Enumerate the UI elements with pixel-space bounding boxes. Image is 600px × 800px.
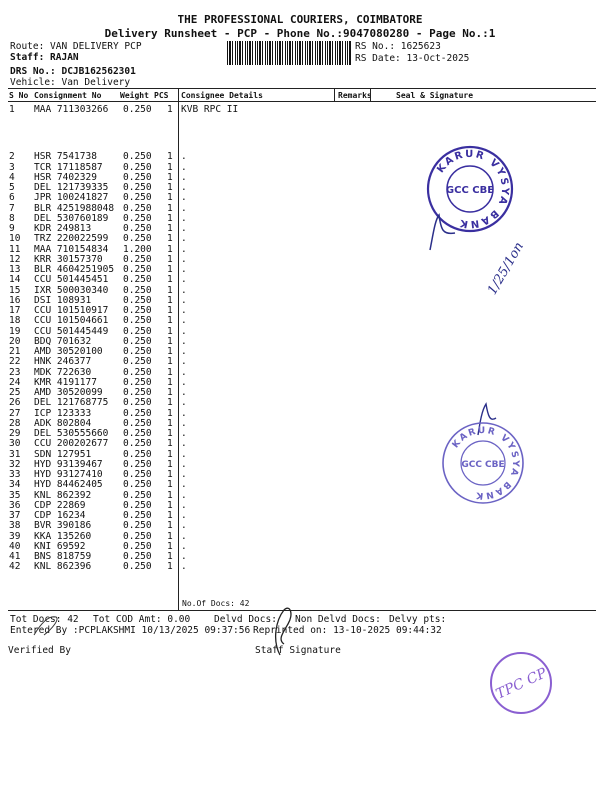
row-sno: 21	[9, 346, 21, 357]
row-pcs: 1	[167, 253, 173, 265]
row-weight: 0.250	[123, 151, 152, 163]
row-consignment-no: DEL 121768775	[34, 397, 109, 409]
row-weight: 0.250	[123, 305, 152, 316]
row-consignee: .	[181, 182, 187, 193]
stamp-ring-text: KARUR VYSYA BANK	[450, 425, 521, 501]
row-pcs: 1	[167, 294, 173, 306]
row-sno: 4	[9, 171, 15, 183]
row-pcs: 1	[167, 243, 173, 255]
row-sno: 3	[9, 161, 15, 173]
row-pcs: 1	[167, 417, 173, 429]
row-consignment-no: BVR 390186	[34, 520, 92, 532]
bank-seal-stamp	[440, 420, 526, 506]
row-sno: 5	[9, 182, 15, 193]
table-row	[0, 387, 600, 397]
row-consignee: .	[181, 284, 187, 296]
row-sno: 16	[9, 294, 21, 306]
row-consignee: .	[181, 212, 187, 224]
row-sno: 38	[9, 520, 21, 532]
row-weight: 0.250	[123, 212, 152, 224]
row-pcs: 1	[167, 397, 173, 409]
row-consignee: .	[181, 171, 187, 183]
row-pcs: 1	[167, 438, 173, 450]
total-cod-amount: Tot COD Amt: 0.00	[93, 614, 191, 625]
row-consignment-no: BLR 4251988048	[34, 202, 115, 214]
row-pcs: 1	[167, 489, 173, 501]
row-pcs: 1	[167, 305, 173, 316]
reprinted-on: Reprinted on: 13-10-2025 09:44:32	[253, 625, 442, 636]
row-sno: 31	[9, 448, 21, 460]
staff-label: Staff: RAJAN	[10, 52, 79, 63]
row-consignment-no: AMD 30520100	[34, 346, 103, 357]
row-weight: 0.250	[123, 397, 152, 409]
row-pcs: 1	[167, 510, 173, 521]
row-sno: 1	[9, 104, 15, 115]
row-sno: 24	[9, 376, 21, 388]
row-sno: 12	[9, 253, 21, 265]
row-weight: 0.250	[123, 284, 152, 296]
table-row	[0, 315, 600, 325]
row-consignment-no: KNI 69592	[34, 540, 86, 552]
delivery-points: Delvy pts:	[389, 614, 447, 625]
col-weight: Weight	[120, 91, 149, 100]
row-consignee: .	[181, 417, 187, 429]
row-consignment-no: HYD 93139467	[34, 458, 103, 470]
row-consignee: .	[181, 376, 187, 388]
row-weight: 0.250	[123, 294, 152, 306]
row-consignee: .	[181, 530, 187, 542]
row-weight: 0.250	[123, 510, 152, 521]
row-sno: 10	[9, 233, 21, 245]
row-sno: 41	[9, 551, 21, 562]
row-sno: 36	[9, 499, 21, 511]
row-consignment-no: MAA 710154834	[34, 243, 109, 255]
row-consignee: .	[181, 161, 187, 173]
row-pcs: 1	[167, 366, 173, 378]
row-consignment-no: ICP 123333	[34, 407, 92, 419]
row-pcs: 1	[167, 192, 173, 204]
row-sno: 15	[9, 284, 21, 296]
row-consignment-no: AMD 30520099	[34, 387, 103, 398]
row-consignment-no: ADK 802804	[34, 417, 92, 429]
rs-number: RS No.: 1625623	[355, 41, 441, 52]
row-consignee: .	[181, 469, 187, 480]
row-consignee: .	[181, 458, 187, 470]
row-pcs: 1	[167, 448, 173, 460]
row-consignment-no: BDQ 701632	[34, 335, 92, 347]
row-pcs: 1	[167, 530, 173, 542]
stamp-center-text: GCC CBE	[461, 460, 505, 470]
row-consignment-no: DSI 108931	[34, 294, 92, 306]
row-pcs: 1	[167, 223, 173, 234]
row-pcs: 1	[167, 274, 173, 286]
table-row	[0, 397, 600, 407]
row-sno: 22	[9, 356, 21, 368]
row-pcs: 1	[167, 151, 173, 163]
row-weight: 0.250	[123, 366, 152, 378]
row-consignment-no: CCU 501445451	[34, 274, 109, 286]
row-weight: 0.250	[123, 171, 152, 183]
row-consignee: .	[181, 294, 187, 306]
row-pcs: 1	[167, 479, 173, 491]
table-row	[0, 285, 600, 295]
table-row	[0, 551, 600, 561]
row-consignment-no: IXR 500030340	[34, 284, 109, 296]
stamp-ring-text: KARUR VYSYA BANK	[435, 148, 511, 230]
courier-stamp	[488, 650, 554, 716]
row-pcs: 1	[167, 561, 173, 573]
row-sno: 9	[9, 223, 15, 234]
table-row	[0, 295, 600, 305]
row-sno: 29	[9, 428, 21, 439]
row-pcs: 1	[167, 284, 173, 296]
row-weight: 0.250	[123, 223, 152, 234]
table-row	[0, 520, 600, 530]
entered-by: Entered By :PCPLAKSHMI 10/13/2025 09:37:56	[10, 625, 251, 636]
total-docs: Tot Docs: 42	[10, 614, 79, 625]
col-sno: S No	[9, 91, 29, 100]
col-seal-signature: Seal & Signature	[396, 91, 474, 100]
row-consignment-no: CCU 101510917	[34, 305, 109, 316]
row-consignee: .	[181, 397, 187, 409]
row-sno: 37	[9, 510, 21, 521]
barcode	[227, 41, 352, 65]
row-pcs: 1	[167, 202, 173, 214]
row-consignment-no: KNL 862396	[34, 561, 92, 573]
row-weight: 0.250	[123, 469, 152, 480]
row-consignee: .	[181, 335, 187, 347]
header-rule-bottom	[8, 101, 596, 102]
row-consignee: .	[181, 561, 187, 573]
runsheet-title: Delivery Runsheet - PCP - Phone No.:9047080280 - Page No.:1	[104, 27, 496, 40]
header-rule-top	[8, 88, 596, 89]
table-row	[0, 510, 600, 520]
row-consignee: .	[181, 192, 187, 204]
row-sno: 13	[9, 264, 21, 275]
row-sno: 30	[9, 438, 21, 450]
table-row	[0, 531, 600, 541]
route-label: Route: VAN DELIVERY PCP	[10, 41, 142, 52]
row-consignment-no: BNS 818759	[34, 551, 92, 562]
row-weight: 0.250	[123, 387, 152, 398]
table-row	[0, 356, 600, 366]
row-sno: 28	[9, 417, 21, 429]
row-weight: 0.250	[123, 540, 152, 552]
row-weight: 0.250	[123, 561, 152, 573]
row-consignee: .	[181, 428, 187, 439]
row-consignment-no: KMR 4191177	[34, 376, 97, 388]
row-weight: 0.250	[123, 264, 152, 275]
row-sno: 6	[9, 192, 15, 204]
row-pcs: 1	[167, 171, 173, 183]
row-pcs: 1	[167, 335, 173, 347]
row-consignee: .	[181, 325, 187, 337]
row-sno: 14	[9, 274, 21, 286]
table-row	[0, 104, 600, 114]
table-row	[0, 377, 600, 387]
company-name: THE PROFESSIONAL COURIERS, COIMBATORE	[177, 13, 423, 26]
row-consignment-no: KDR 249813	[34, 223, 92, 234]
row-consignee: .	[181, 540, 187, 552]
row-weight: 0.250	[123, 499, 152, 511]
row-consignment-no: CCU 101504661	[34, 315, 109, 327]
column-divider	[370, 88, 371, 101]
row-consignment-no: DEL 121739335	[34, 182, 109, 193]
row-weight: 0.250	[123, 417, 152, 429]
verifier-signature-mark	[30, 605, 70, 645]
table-row	[0, 346, 600, 356]
non-delivered-docs: Non Delvd Docs:	[295, 614, 381, 625]
row-sno: 27	[9, 407, 21, 419]
row-consignee: .	[181, 274, 187, 286]
staff-signature-mark	[268, 600, 298, 660]
row-weight: 0.250	[123, 182, 152, 193]
row-sno: 2	[9, 151, 15, 163]
row-sno: 8	[9, 212, 15, 224]
footer-rule	[8, 610, 596, 611]
table-row	[0, 561, 600, 571]
row-pcs: 1	[167, 499, 173, 511]
row-weight: 0.250	[123, 161, 152, 173]
row-weight: 0.250	[123, 458, 152, 470]
row-consignment-no: TCR 17118587	[34, 161, 103, 173]
row-pcs: 1	[167, 407, 173, 419]
row-sno: 26	[9, 397, 21, 409]
handwritten-date: 1/25/1on	[485, 239, 528, 298]
row-pcs: 1	[167, 376, 173, 388]
row-weight: 0.250	[123, 520, 152, 532]
rs-date: RS Date: 13-Oct-2025	[355, 53, 470, 64]
row-consignee: .	[181, 151, 187, 163]
row-pcs: 1	[167, 161, 173, 173]
row-weight: 0.250	[123, 530, 152, 542]
row-pcs: 1	[167, 346, 173, 357]
row-sno: 34	[9, 479, 21, 491]
drs-number: DRS No.: DCJB162562301	[10, 66, 136, 77]
table-row	[0, 367, 600, 377]
row-consignment-no: HSR 7402329	[34, 171, 97, 183]
vehicle-label: Vehicle: Van Delivery	[10, 77, 131, 88]
row-pcs: 1	[167, 325, 173, 337]
row-weight: 0.250	[123, 315, 152, 327]
row-weight: 0.250	[123, 479, 152, 491]
row-weight: 0.250	[123, 407, 152, 419]
row-consignee: .	[181, 223, 187, 234]
row-consignee: .	[181, 438, 187, 450]
row-consignment-no: HYD 93127410	[34, 469, 103, 480]
table-row	[0, 408, 600, 418]
row-consignment-no: MDK 722630	[34, 366, 92, 378]
row-weight: 0.250	[123, 438, 152, 450]
row-sno: 17	[9, 305, 21, 316]
row-sno: 18	[9, 315, 21, 327]
verified-by: Verified By	[8, 645, 71, 656]
row-pcs: 1	[167, 540, 173, 552]
row-consignee: .	[181, 510, 187, 521]
row-consignee: .	[181, 448, 187, 460]
table-row	[0, 336, 600, 346]
row-consignee: .	[181, 366, 187, 378]
row-pcs: 1	[167, 315, 173, 327]
row-weight: 0.250	[123, 192, 152, 204]
col-consignment: Consignment No	[34, 91, 102, 100]
row-pcs: 1	[167, 212, 173, 224]
row-sno: 11	[9, 243, 21, 255]
stamp-center-text: GCC CBE	[445, 185, 495, 196]
column-divider	[334, 88, 335, 101]
row-consignee: KVB RPC II	[181, 104, 239, 115]
row-sno: 7	[9, 202, 15, 214]
row-consignee: .	[181, 479, 187, 491]
row-pcs: 1	[167, 182, 173, 193]
row-sno: 33	[9, 469, 21, 480]
row-weight: 0.250	[123, 448, 152, 460]
row-consignment-no: HSR 7541738	[34, 151, 97, 163]
row-consignee: .	[181, 387, 187, 398]
stamp-text: TPC CP	[493, 665, 550, 703]
col-remarks: Remarks	[338, 91, 372, 100]
row-consignment-no: TRZ 220022599	[34, 233, 109, 245]
row-consignee: .	[181, 253, 187, 265]
row-pcs: 1	[167, 428, 173, 439]
row-consignment-no: JPR 100241827	[34, 192, 109, 204]
row-consignment-no: HYD 84462405	[34, 479, 103, 491]
table-row	[0, 305, 600, 315]
row-consignee: .	[181, 315, 187, 327]
row-weight: 0.250	[123, 325, 152, 337]
row-consignment-no: KKA 135260	[34, 530, 92, 542]
row-consignment-no: CDP 22869	[34, 499, 86, 511]
row-consignment-no: DEL 530555660	[34, 428, 109, 439]
row-weight: 1.200	[123, 243, 152, 255]
row-weight: 0.250	[123, 202, 152, 214]
row-weight: 0.250	[123, 274, 152, 286]
row-weight: 0.250	[123, 335, 152, 347]
row-consignee: .	[181, 202, 187, 214]
table-row	[0, 541, 600, 551]
row-consignment-no: DEL 530760189	[34, 212, 109, 224]
row-consignee: .	[181, 407, 187, 419]
row-pcs: 1	[167, 469, 173, 480]
row-consignee: .	[181, 243, 187, 255]
row-pcs: 1	[167, 458, 173, 470]
row-weight: 0.250	[123, 346, 152, 357]
row-weight: 0.250	[123, 489, 152, 501]
row-consignment-no: MAA 711303266	[34, 104, 109, 115]
row-sno: 32	[9, 458, 21, 470]
row-consignee: .	[181, 346, 187, 357]
col-pcs: PCS	[154, 91, 169, 100]
row-consignee: .	[181, 551, 187, 562]
staff-signature: Staff Signature	[255, 645, 341, 656]
no-of-docs: No.Of Docs: 42	[182, 599, 250, 608]
row-sno: 35	[9, 489, 21, 501]
row-weight: 0.250	[123, 376, 152, 388]
row-sno: 25	[9, 387, 21, 398]
row-pcs: 1	[167, 520, 173, 532]
row-consignment-no: CDP 16234	[34, 510, 86, 521]
row-weight: 0.250	[123, 551, 152, 562]
row-weight: 0.250	[123, 356, 152, 368]
row-consignment-no: CCU 200202677	[34, 438, 109, 450]
row-sno: 40	[9, 540, 21, 552]
row-sno: 20	[9, 335, 21, 347]
row-consignment-no: HNK 246377	[34, 356, 92, 368]
row-sno: 23	[9, 366, 21, 378]
row-weight: 0.250	[123, 104, 152, 115]
col-consignee: Consignee Details	[181, 91, 263, 100]
row-consignee: .	[181, 499, 187, 511]
row-sno: 42	[9, 561, 21, 573]
row-pcs: 1	[167, 356, 173, 368]
row-weight: 0.250	[123, 253, 152, 265]
table-row	[0, 326, 600, 336]
row-pcs: 1	[167, 264, 173, 275]
delivered-docs: Delvd Docs:	[214, 614, 277, 625]
row-consignee: .	[181, 264, 187, 275]
signature-mark	[425, 205, 485, 255]
row-consignment-no: BLR 4604251905	[34, 264, 115, 275]
row-consignee: .	[181, 233, 187, 245]
row-consignment-no: KNL 862392	[34, 489, 92, 501]
row-consignee: .	[181, 520, 187, 532]
row-consignee: .	[181, 356, 187, 368]
row-weight: 0.250	[123, 428, 152, 439]
row-consignment-no: CCU 501445449	[34, 325, 109, 337]
row-pcs: 1	[167, 387, 173, 398]
row-consignment-no: SDN 127951	[34, 448, 92, 460]
row-consignee: .	[181, 305, 187, 316]
row-pcs: 1	[167, 551, 173, 562]
row-consignment-no: KRR 30157370	[34, 253, 103, 265]
row-sno: 19	[9, 325, 21, 337]
row-weight: 0.250	[123, 233, 152, 245]
table-row	[0, 233, 600, 243]
row-pcs: 1	[167, 104, 173, 115]
row-consignee: .	[181, 489, 187, 501]
row-pcs: 1	[167, 233, 173, 245]
row-sno: 39	[9, 530, 21, 542]
